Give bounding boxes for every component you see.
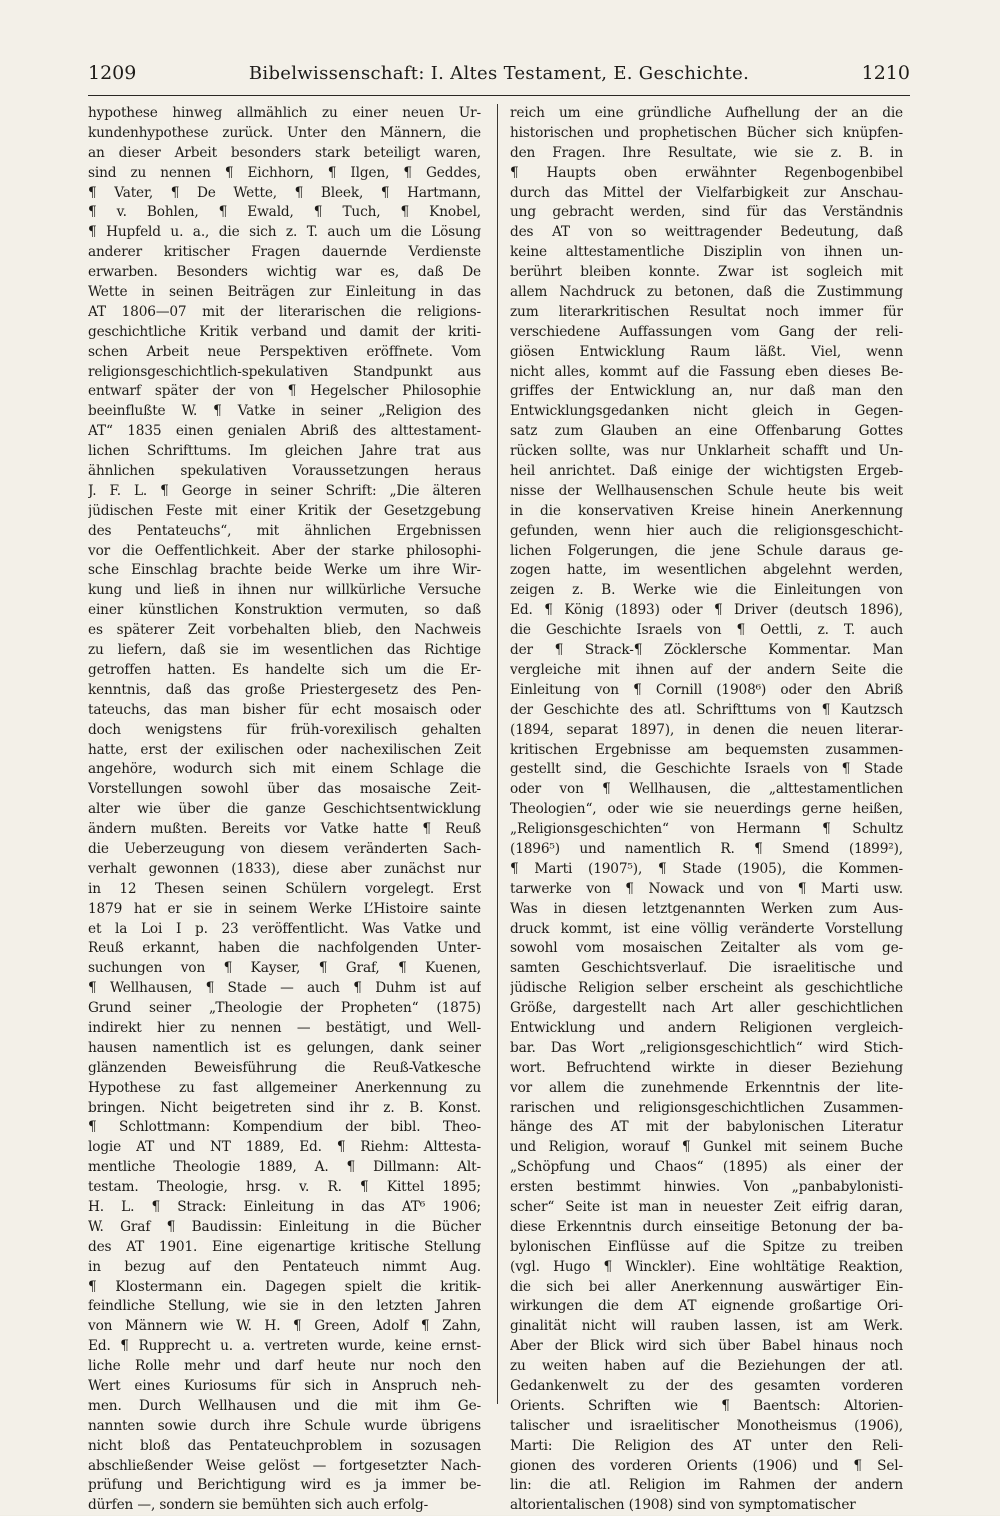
text-line: Ed. ¶ Rupprecht u. a. vertreten wurde, keine ernst- [88,1338,481,1355]
text-line: tarwerke von ¶ Nowack und von ¶ Marti usw. [510,880,903,897]
text-line: und Religion, worauf ¶ Gunkel mit seinem Buche [510,1139,903,1156]
running-title: Bibelwissenschaft: I. Altes Testament, E. Geschichte. [248,62,750,84]
text-line: druck kommt, ist eine völlig veränderte Vorstellung [510,920,903,937]
text-line: liche Rolle mehr und darf heute nur noch den [88,1358,481,1375]
text-line: in bezug auf den Pentateuch nimmt Aug. [88,1258,481,1275]
text-line: entwarf später der von ¶ Hegelscher Philosophie [88,383,481,400]
text-line: jüdischen Feste mit einer Kritik der Gesetzgebung [88,502,481,519]
text-line: giösen Entwicklung Raum läßt. Viel, wenn [510,343,903,360]
text-line: ähnlichen spekulativen Voraussetzungen heraus [88,463,481,480]
text-line: AT 1806—07 mit der literarischen die religions- [88,303,481,320]
text-line: in die konservativen Kreise hinein Anerkennung [510,502,903,519]
text-line: altorientalischen (1908) sind von symptomatischer [510,1497,856,1514]
text-line: ändern mußten. Bereits vor Vatke hatte ¶ Reuß [88,821,481,838]
text-line: diese Erkenntnis durch einseitige Betonung der ba- [510,1218,903,1235]
text-line: ¶ Wellhausen, ¶ Stade — auch ¶ Duhm ist auf [88,980,481,997]
text-line: men. Durch Wellhausen und die mit ihm Ge- [88,1397,481,1414]
text-line: logie AT und NT 1889, Ed. ¶ Riehm: Alttesta- [88,1139,481,1156]
text-line: es späterer Zeit vorbehalten blieb, den Nachweis [88,622,481,639]
text-line: des Pentateuchs“, mit ähnlichen Ergebnissen [88,522,481,539]
text-line: angehöre, wodurch sich mit einem Schlage die [88,761,481,778]
text-line: scher“ Seite ist man in neuester Zeit eifrig daran, [510,1198,903,1215]
text-line: kritischen Ergebnisse am bequemsten zusammen- [510,741,903,758]
text-line: Vorstellungen sowohl über das mosaische Zeit- [88,781,481,798]
text-line: zu liefern, daß sie im wesentlichen das Richtige [88,642,481,659]
text-line: lichen Folgerungen, die jene Schule daraus ge- [510,542,903,559]
text-line: feindliche Stellung, wie sie in den letzten Jahren [88,1298,481,1315]
text-line: ersten bestimmt hinwies. Von „panbabylonisti- [510,1179,903,1196]
text-line: geschichtliche Kritik verband und damit der kriti- [88,323,481,340]
text-line: prüfung und Berichtigung wird es ja immer be- [88,1477,481,1494]
text-line: kenntnis, daß das große Priestergesetz des Pen- [88,681,481,698]
text-line: den Fragen. Ihre Resultate, wie sie z. B. in [510,144,903,161]
text-line: nannten sowie durch ihre Schule wurde übrigens [88,1417,481,1434]
text-line: bringen. Nicht beigetreten sind ihr z. B. Konst. [88,1099,481,1116]
text-line: heil anrichtet. Daß einige der wichtigsten Ergeb- [510,463,903,480]
text-line: ¶ Schlottmann: Kompendium der bibl. Theo- [88,1119,481,1136]
text-line: wort. Befruchtend wirkte in dieser Beziehung [510,1059,903,1076]
text-line: talischer und israelitischer Monotheismus (1906), [510,1417,903,1434]
text-line: keine alttestamentliche Disziplin von ihnen un- [510,244,903,261]
text-line: allem Nachdruck zu betonen, daß die Zustimmung [510,284,903,301]
right-column [510,104,903,1516]
text-line: doch wenigstens für früh-vorexilisch gehalten [88,721,481,738]
text-line: hypothese hinweg allmählich zu einer neuen Ur- [88,105,481,121]
text-line: reich um eine gründliche Aufhellung der an die [510,105,903,121]
text-line: Grund seiner „Theologie der Propheten“ (1875) [88,1000,481,1017]
text-line: vor allem die zunehmende Erkenntnis der lite- [510,1079,903,1096]
text-line: zu weiten haben auf die Beziehungen der atl. [510,1358,903,1375]
text-line: dürfen —, sondern sie bemühten sich auch erfolg- [88,1497,429,1514]
text-line: ¶ v. Bohlen, ¶ Ewald, ¶ Tuch, ¶ Knobel, [88,204,481,221]
text-line: schen Arbeit neue Perspektiven eröffnete. Vom [88,343,481,360]
text-line: bar. Das Wort „religionsgeschichtlich“ wird Stich- [510,1039,903,1056]
text-line: abschließender Weise gelöst — fortgesetzter Nach- [88,1457,481,1474]
text-line: jüdische Religion selber erscheint als geschichtliche [510,980,903,997]
text-line: Wette in seinen Beiträgen zur Einleitung in das [88,284,481,301]
text-line: wirkungen die dem AT eignende großartige Ori- [510,1298,903,1315]
text-line: beeinflußte W. ¶ Vatke in seiner „Religion des [88,403,481,420]
text-line: hatte, erst der exilischen oder nachexilischen Zeit [88,741,481,758]
text-line: durch das Mittel der Vielfarbigkeit zur Anschau- [510,184,903,201]
text-line: 1879 hat er sie in seinem Werke L’Histoire sainte [88,900,481,917]
text-line: oder von ¶ Wellhausen, die „alttestamentlichen [510,781,903,798]
text-line: kundenhypothese zurück. Unter den Männern, die [88,124,481,141]
text-line: des AT 1901. Eine eigenartige kritische Stellung [88,1238,481,1255]
text-line: ¶ Marti (1907⁵), ¶ Stade (1905), die Kommen- [510,860,903,877]
text-line: suchungen von ¶ Kayser, ¶ Graf, ¶ Kuenen, [88,960,481,977]
text-line: „Religionsgeschichten“ von Hermann ¶ Schultz [510,821,903,838]
text-line: Aber der Blick wird sich über Babel hinaus noch [510,1338,903,1355]
header-rule [88,95,910,96]
text-line: Einleitung von ¶ Cornill (1908⁶) oder den Abriß [510,681,903,698]
text-line: ¶ Hupfeld u. a., die sich z. T. auch um die Lösung [88,224,481,241]
text-line: rücken sollte, was nur Unklarheit schafft und Un- [510,443,903,460]
text-line: bylonischen Einflüsse auf die Spitze zu treiben [510,1238,903,1255]
text-line: verhalt gewonnen (1833), diese aber zunächst nur [88,860,481,877]
text-line: H. L. ¶ Strack: Einleitung in das AT⁶ 1906; [88,1198,481,1215]
text-line: Entwicklungsgedanken nicht gleich in Gegen- [510,403,903,420]
text-line: samten Geschichtsverlauf. Die israelitische und [510,960,903,977]
text-line: die sich bei aller Anerkennung auswärtiger Ein- [510,1278,903,1295]
text-line: der Geschichte des atl. Schrifttums von ¶ Kautzsch [510,701,903,718]
text-line: Theologien“, oder wie sie neuerdings gerne heißen, [510,801,903,818]
text-line: kung und ließ in ihnen nur willkürliche Versuche [88,582,481,599]
text-line: anderer kritischer Fragen dauernde Verdienste [88,244,481,261]
text-line: berührt bleiben konnte. Zwar ist sogleich mit [510,264,903,281]
left-column [88,104,481,1516]
text-line: ¶ Haupts oben erwähnter Regenbogenbibel [510,164,903,181]
text-line: hausen namentlich ist es gelungen, dank seiner [88,1039,481,1056]
text-line: lin: die atl. Religion im Rahmen der andern [510,1477,903,1494]
text-line: nisse der Wellhausenschen Schule heute bis weit [510,482,903,499]
text-line: zogen hatte, im wesentlichen abgelehnt werden, [510,562,903,579]
text-line: AT“ 1835 einen genialen Abriß des alttestament- [88,423,481,440]
text-line: Gedankenwelt zu der des gesamten vorderen [510,1378,903,1394]
text-line: et la Loi I p. 23 veröffentlicht. Was Vatke und [88,920,481,937]
text-line: von Männern wie W. H. ¶ Green, Adolf ¶ Zahn, [88,1318,481,1335]
page-header [88,58,910,88]
text-line: gefunden, wenn hier auch die religionsgeschicht- [510,522,903,539]
page-number-left: 1209 [88,62,137,84]
text-line: Wert eines Kuriosums für sich in Anspruch neh- [88,1378,481,1394]
text-line: glänzenden Beweisführung die Reuß-Vatkesche [88,1059,481,1076]
text-line: gestellt sind, die Geschichte Israels von ¶ Stade [510,761,903,778]
text-line: rarischen und religionsgeschichtlichen Zusammen- [510,1099,903,1116]
text-line: Entwicklung und andern Religionen vergleich- [510,1019,903,1036]
text-line: griffes der Entwicklung an, nur daß man den [510,383,903,400]
text-line: testam. Theologie, hrsg. v. R. ¶ Kittel 1895; [88,1179,481,1196]
text-line: zum literarkritischen Resultat noch immer für [510,303,903,320]
text-line: an dieser Arbeit besonders stark beteiligt waren, [88,144,481,161]
text-line: in 12 Thesen seinen Schülern vorgelegt. Erst [88,880,481,897]
text-line: hänge des AT mit der babylonischen Literatur [510,1119,903,1136]
text-line: verschiedene Auffassungen vom Gang der reli- [510,323,903,340]
text-line: die Geschichte Israels von ¶ Oettli, z. T. auch [510,622,903,639]
text-line: Was in diesen letztgenannten Werken zum Aus- [510,900,903,917]
text-line: die Ueberzeugung von diesem veränderten Sach- [88,840,481,857]
text-line: sowohl vom mosaischen Zeitalter als vom ge- [510,940,903,957]
text-line: vor die Oeffentlichkeit. Aber der starke philosophi- [88,542,481,559]
text-line: einer künstlichen Konstruktion vermuten, so daß [88,602,481,619]
text-line: W. Graf ¶ Baudissin: Einleitung in die Bücher [88,1218,481,1235]
text-line: tateuchs, das man bisher für echt mosaisch oder [88,701,481,718]
text-line: sind zu nennen ¶ Eichhorn, ¶ Ilgen, ¶ Geddes, [88,164,481,181]
text-line: religionsgeschichtlich-spekulativen Standpunkt aus [88,363,481,380]
text-line: des AT von so weittragender Bedeutung, daß [510,224,903,241]
text-line: historischen und prophetischen Bücher sich knüpfen- [510,124,903,141]
text-line: lichen Schrifttums. Im gleichen Jahre trat aus [88,443,481,460]
column-divider [497,104,498,1404]
text-line: ¶ Vater, ¶ De Wette, ¶ Bleek, ¶ Hartmann, [88,184,481,201]
text-line: nicht alles, kommt auf die Fassung eben dieses Be- [510,363,903,380]
text-line: Ed. ¶ König (1893) oder ¶ Driver (deutsch 1896), [510,602,903,619]
text-line: „Schöpfung und Chaos“ (1895) als einer der [510,1159,903,1176]
text-line: (1896⁵) und namentlich R. ¶ Smend (1899²), [510,840,903,857]
text-line: Reuß erkannt, haben die nachfolgenden Unter- [88,940,481,957]
text-line: getroffen hatten. Es handelte sich um die Er- [88,661,481,678]
text-line: zeigen z. B. Werke wie die Einleitungen von [510,582,903,599]
text-line: Orients. Schriften wie ¶ Baentsch: Altorien- [510,1397,903,1414]
text-line: ginalität nicht will rauben lassen, ist am Werk. [510,1318,903,1335]
text-line: (1894, separat 1897), in denen die neuen literar- [510,721,903,738]
text-line: Größe, dargestellt nach Art aller geschichtlichen [510,1000,903,1017]
text-line: ¶ Klostermann ein. Dagegen spielt die kritik- [88,1278,481,1295]
text-line: mentliche Theologie 1889, A. ¶ Dillmann: Alt- [88,1159,481,1176]
text-line: (vgl. Hugo ¶ Winckler). Eine wohltätige Reaktion, [510,1258,903,1275]
text-line: vergleiche mit ihnen auf der andern Seite die [510,661,903,678]
text-line: ung gebracht werden, sind für das Verständnis [510,204,903,221]
text-line: sche Einschlag brachte beide Werke um ihre Wir- [88,562,481,579]
text-line: der ¶ Strack-¶ Zöcklersche Kommentar. Man [510,642,903,659]
text-line: nicht bloß das Pentateuchproblem in sozusagen [88,1437,481,1454]
text-line: alter wie über die ganze Geschichtsentwicklung [88,801,481,818]
text-line: J. F. L. ¶ George in seiner Schrift: „Die älteren [88,482,481,499]
text-line: indirekt hier zu nennen — bestätigt, und Well- [88,1019,481,1036]
page-number-right: 1210 [861,62,910,84]
text-line: gionen des vorderen Orients (1906) und ¶ Sel- [510,1457,903,1474]
text-line: satz zum Glauben an eine Offenbarung Gottes [510,423,903,440]
text-line: Marti: Die Religion des AT unter den Reli- [510,1437,903,1454]
text-line: erwarben. Besonders wichtig war es, daß De [88,264,481,281]
text-line: Hypothese zu fast allgemeiner Anerkennung zu [88,1079,481,1096]
